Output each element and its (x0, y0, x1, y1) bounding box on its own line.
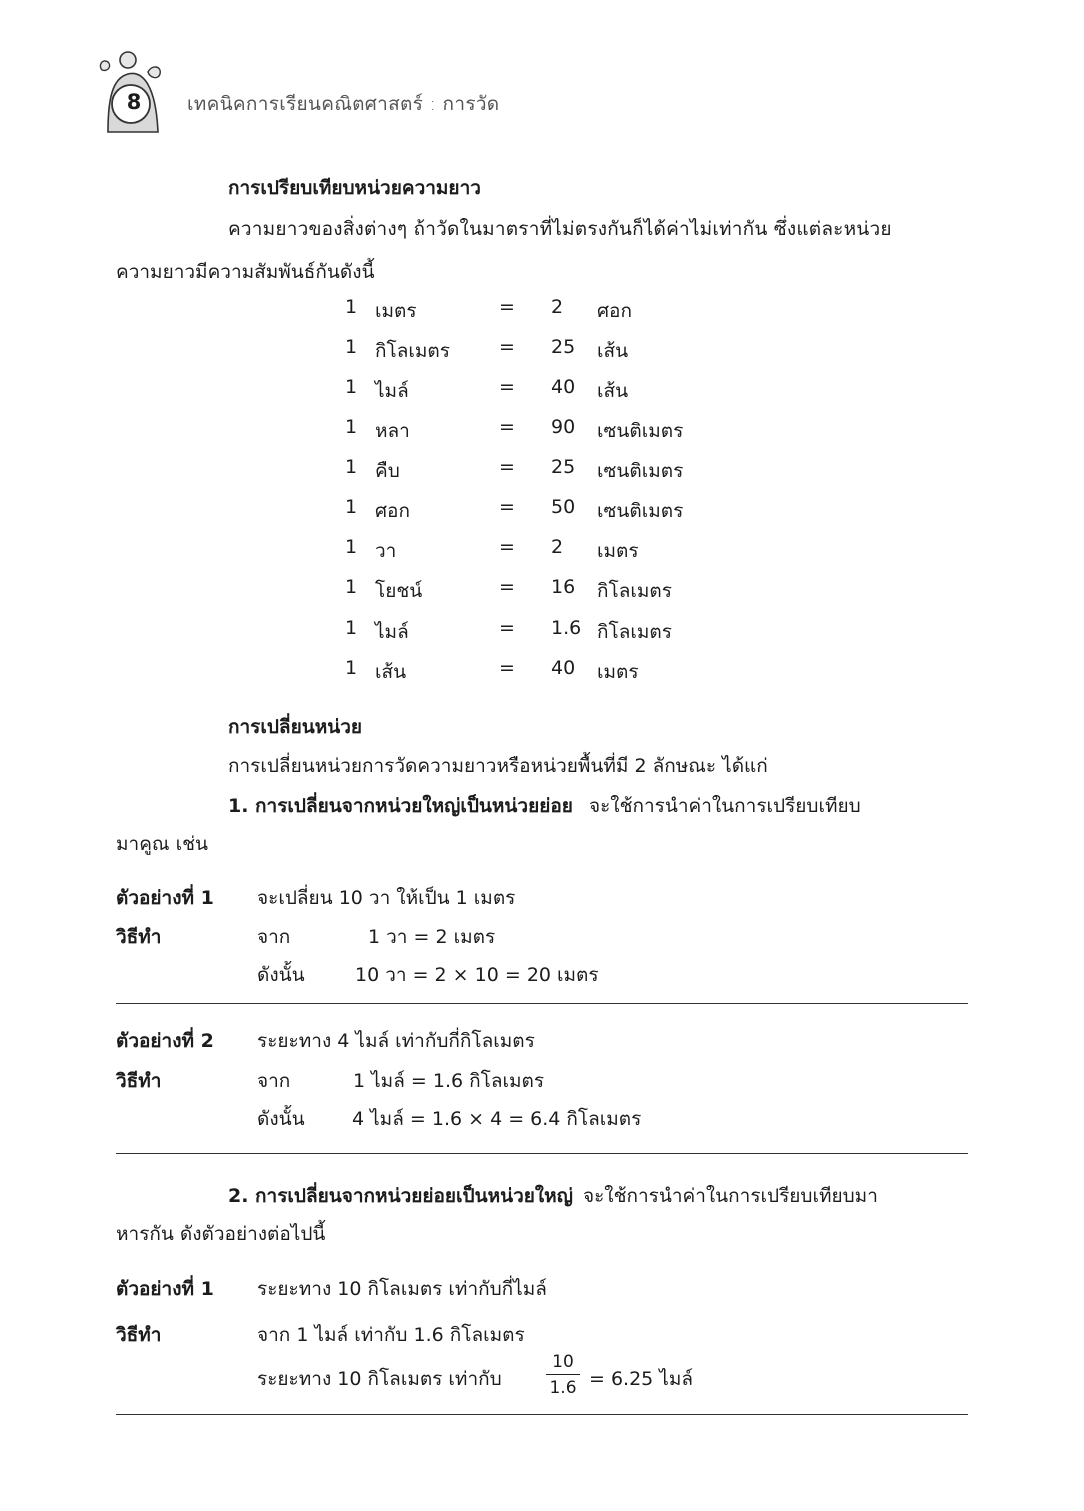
running-title: เทคนิคการเรียนคณิตศาสตร์ : การวัด (187, 93, 500, 115)
row-quantity: 1 (345, 456, 358, 478)
from-equation: 1 ไมล์ = 1.6 กิโลเมตร (353, 1070, 545, 1092)
divider (116, 1414, 968, 1415)
row-target-unit: เส้น (597, 380, 629, 402)
row-unit: หลา (375, 420, 410, 442)
row-equals: = (499, 296, 515, 318)
part2-text: จะใช้การนำค่าในการเปรียบเทียบมา (582, 1185, 878, 1207)
section-title-unit-change: การเปลี่ยนหน่วย (228, 716, 363, 738)
so-equation: 10 วา = 2 × 10 = 20 เมตร (355, 964, 599, 986)
divider (116, 1003, 968, 1004)
fraction (546, 1352, 580, 1398)
row-target-unit: กิโลเมตร (597, 580, 672, 602)
row-equals: = (499, 576, 515, 598)
method-line-2-prefix: ระยะทาง 10 กิโลเมตร เท่ากับ (257, 1368, 502, 1390)
example-question: ระยะทาง 4 ไมล์ เท่ากับกี่กิโลเมตร (257, 1030, 535, 1052)
method-line-1: จาก 1 ไมล์ เท่ากับ 1.6 กิโลเมตร (257, 1324, 525, 1346)
example-label: ตัวอย่างที่ 1 (116, 887, 214, 909)
section2-intro: การเปลี่ยนหน่วยการวัดความยาวหรือหน่วยพื้นที่มี 2 ลักษณะ ได้แก่ (228, 755, 768, 777)
part2-line-1 (228, 1181, 878, 1211)
row-quantity: 1 (345, 336, 358, 358)
row-quantity: 1 (345, 376, 358, 398)
intro-line-2: ความยาวมีความสัมพันธ์กันดังนี้ (116, 261, 375, 283)
row-equals: = (499, 456, 515, 478)
row-quantity: 1 (345, 657, 358, 679)
row-quantity: 1 (345, 416, 358, 438)
method-label: วิธีทำ (116, 1324, 162, 1346)
method-label: วิธีทำ (116, 926, 162, 948)
row-target-unit: เส้น (597, 340, 629, 362)
from-word: จาก (257, 926, 291, 948)
example-label: ตัวอย่างที่ 1 (116, 1278, 214, 1300)
row-unit: วา (375, 540, 397, 562)
example-label: ตัวอย่างที่ 2 (116, 1030, 214, 1052)
row-quantity: 1 (345, 496, 358, 518)
row-value: 16 (551, 576, 576, 598)
row-unit: เมตร (375, 300, 417, 322)
row-target-unit: เซนติเมตร (597, 500, 684, 522)
part2-line-2: หารกัน ดังตัวอย่างต่อไปนี้ (116, 1223, 326, 1245)
row-value: 50 (551, 496, 576, 518)
method-label: วิธีทำ (116, 1070, 162, 1092)
row-quantity: 1 (345, 617, 358, 639)
from-equation: 1 วา = 2 เมตร (368, 926, 496, 948)
row-quantity: 1 (345, 536, 358, 558)
row-equals: = (499, 536, 515, 558)
row-equals: = (499, 416, 515, 438)
row-unit: กิโลเมตร (375, 340, 450, 362)
from-word: จาก (257, 1070, 291, 1092)
row-value: 25 (551, 456, 576, 478)
row-unit: ไมล์ (375, 380, 409, 402)
row-unit: ศอก (375, 500, 410, 522)
fraction-numerator: 10 (552, 1352, 574, 1372)
so-equation: 4 ไมล์ = 1.6 × 4 = 6.4 กิโลเมตร (352, 1108, 642, 1130)
part1-heading: 1. การเปลี่ยนจากหน่วยใหญ่เป็นหน่วยย่อย (228, 795, 573, 817)
row-target-unit: ศอก (597, 300, 632, 322)
row-value: 40 (551, 376, 576, 398)
row-target-unit: เมตร (597, 661, 639, 683)
row-unit: โยชน์ (375, 580, 423, 602)
example-question: ระยะทาง 10 กิโลเมตร เท่ากับกี่ไมล์ (257, 1278, 547, 1300)
fraction-bar (546, 1374, 580, 1375)
part2-heading: 2. การเปลี่ยนจากหน่วยย่อยเป็นหน่วยใหญ่ (228, 1185, 573, 1207)
so-word: ดังนั้น (257, 1108, 305, 1130)
row-equals: = (499, 336, 515, 358)
intro-line-1: ความยาวของสิ่งต่างๆ ถ้าวัดในมาตราที่ไม่ตรงกันก็ได้ค่าไม่เท่ากัน ซึ่งแต่ละหน่วย (228, 218, 892, 240)
row-target-unit: เมตร (597, 540, 639, 562)
row-target-unit: เซนติเมตร (597, 460, 684, 482)
row-equals: = (499, 496, 515, 518)
example-question: จะเปลี่ยน 10 วา ให้เป็น 1 เมตร (257, 887, 516, 909)
row-value: 2 (551, 296, 564, 318)
row-quantity: 1 (345, 296, 358, 318)
method-line-2-result: = 6.25 ไมล์ (589, 1368, 694, 1390)
row-equals: = (499, 376, 515, 398)
row-target-unit: กิโลเมตร (597, 621, 672, 643)
divider (116, 1153, 968, 1154)
row-value: 40 (551, 657, 576, 679)
part1-text: จะใช้การนำค่าในการเปรียบเทียบ (588, 795, 861, 817)
so-word: ดังนั้น (257, 964, 305, 986)
row-value: 25 (551, 336, 576, 358)
page-number: 8 (126, 90, 142, 114)
row-equals: = (499, 617, 515, 639)
row-unit: คืบ (375, 460, 400, 482)
fraction-denominator: 1.6 (549, 1378, 577, 1398)
row-target-unit: เซนติเมตร (597, 420, 684, 442)
row-value: 90 (551, 416, 576, 438)
part1-line-2: มาคูณ เช่น (116, 833, 208, 855)
row-unit: ไมล์ (375, 621, 409, 643)
row-value: 1.6 (551, 617, 582, 639)
section-title-length-comparison: การเปรียบเทียบหน่วยความยาว (228, 177, 481, 199)
row-quantity: 1 (345, 576, 358, 598)
part1-line-1 (228, 791, 861, 821)
row-value: 2 (551, 536, 564, 558)
row-equals: = (499, 657, 515, 679)
row-unit: เส้น (375, 661, 407, 683)
